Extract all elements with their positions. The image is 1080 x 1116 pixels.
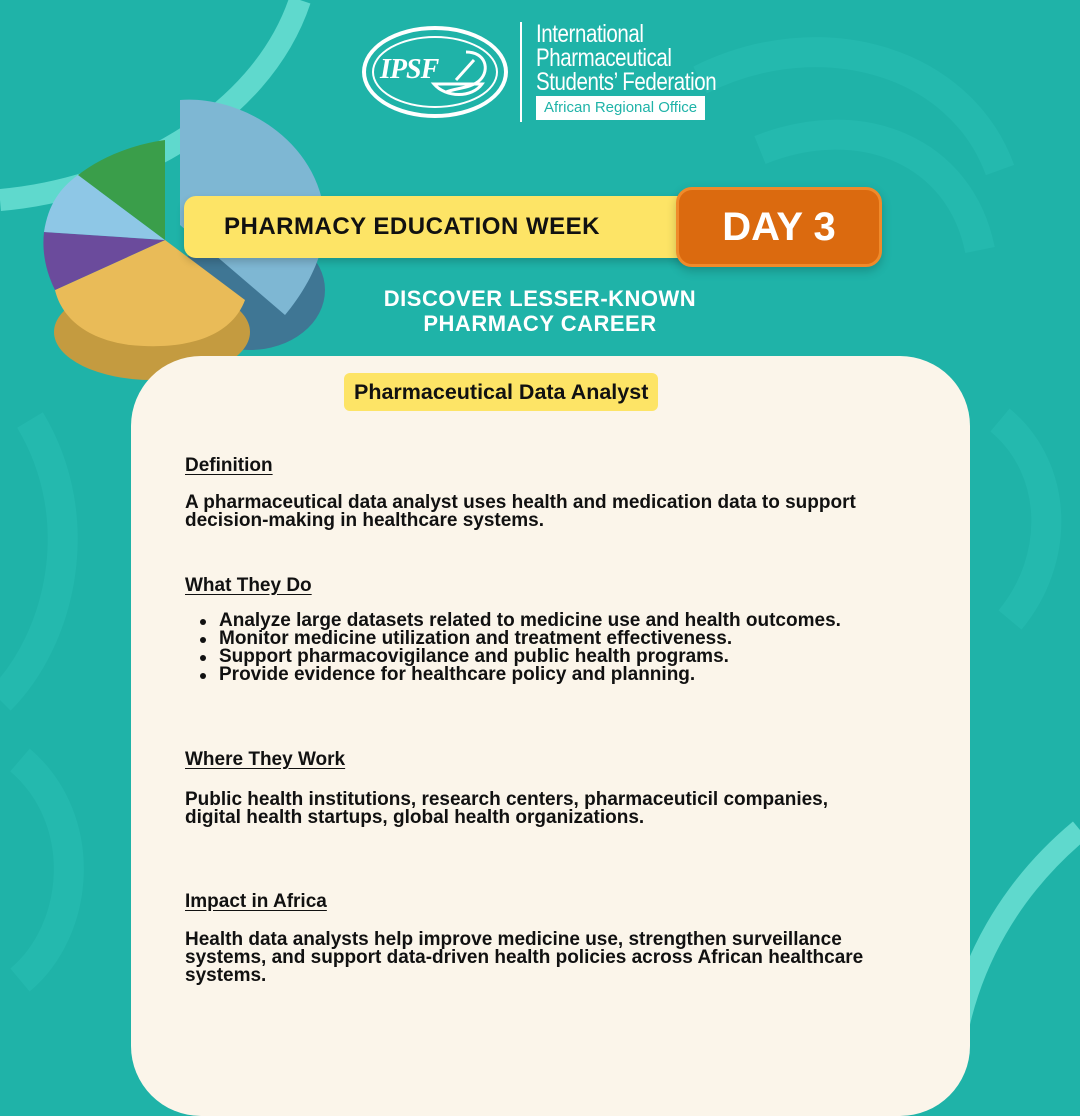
event-banner — [184, 196, 724, 258]
where-they-work-text: Public health institutions, research centers, pharmaceuticil companies, digital health startups, global health organizations. — [185, 789, 829, 828]
list-item: Analyze large datasets related to medicine use and health outcomes. — [185, 612, 885, 630]
definition-heading: Definition — [185, 455, 273, 476]
logo-emblem — [362, 26, 508, 118]
list-item: Provide evidence for healthcare policy and planning. — [185, 666, 885, 684]
day-badge: DAY 3 — [676, 187, 882, 267]
event-title: PHARMACY EDUCATION WEEK — [224, 213, 600, 240]
where-they-work-heading: Where They Work — [185, 749, 346, 770]
logo-divider — [520, 22, 522, 122]
logo-letters: IPSF — [380, 54, 439, 85]
list-item: Support pharmacovigilance and public health programs. — [185, 648, 885, 666]
what-they-do-list — [185, 612, 885, 684]
logo-office-badge: African Regional Office — [536, 96, 705, 120]
impact-heading: Impact in Africa — [185, 891, 327, 912]
career-title: Pharmaceutical Data Analyst — [344, 373, 658, 411]
list-item: Monitor medicine utilization and treatment effectiveness. — [185, 630, 885, 648]
subtitle: DISCOVER LESSER-KNOWN PHARMACY CAREER — [383, 286, 697, 336]
ipsf-logo — [362, 22, 722, 126]
mortar-snake-icon — [426, 46, 496, 106]
impact-text: Health data analysts help improve medicine use, strengthen surveillance systems, and support data-driven health policies across African healthcare systems. — [185, 929, 864, 986]
definition-text: A pharmaceutical data analyst uses health and medication data to support decision-making in healthcare systems. — [185, 492, 856, 531]
what-they-do-heading: What They Do — [185, 575, 312, 596]
logo-name: International Pharmaceutical Students’ Federation — [536, 20, 717, 96]
